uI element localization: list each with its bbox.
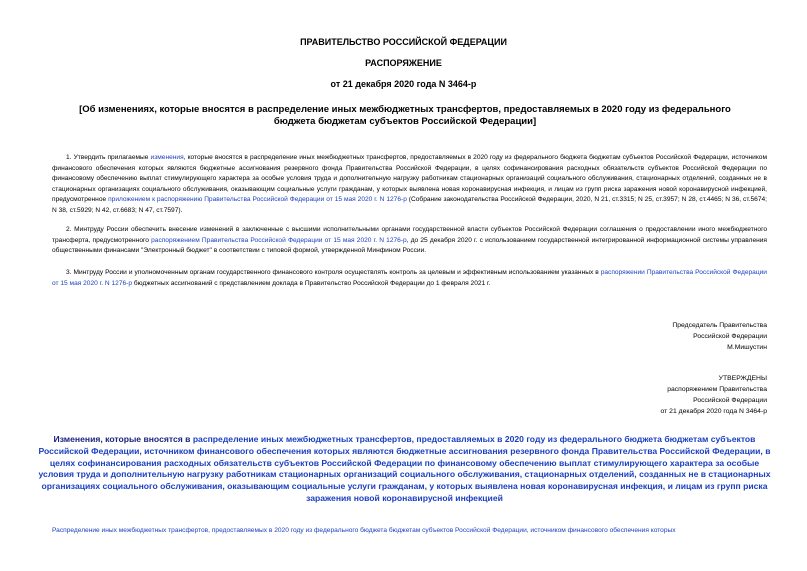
paragraph-1-text-c: (Собрание законодательства Российской Федерации, 2020, N 21, ст.3315; N 25, ст.3957; N 28, ст.4465; N 36, ст.5674; N 38, ст.5929; N 42, ст.6683; N 47, ст.7597). xyxy=(52,196,767,214)
order-1276-link-2[interactable]: распоряжении Правительства Российской Федерации от 15 мая 2020 г. N 1276-р xyxy=(52,269,767,287)
signature-block xyxy=(507,320,767,353)
signature-org: Российской Федерации xyxy=(693,333,767,340)
paragraph-2 xyxy=(52,225,767,257)
order-1276-link[interactable]: распоряжением Правительства Российской Федерации от 15 мая 2020 г. N 1276-р xyxy=(151,236,407,244)
appendix-title xyxy=(32,434,777,505)
paragraph-1 xyxy=(52,153,767,217)
document-heading: [Об изменениях, которые вносятся в распределение иных межбюджетных трансфертов, предоставляемых в 2020 году из федерального бюджета бюджетам субъектов Российской Федерации] xyxy=(79,104,731,127)
approval-line-4: от 21 декабря 2020 года N 3464-р xyxy=(660,408,767,415)
paragraph-2-text-b: , до 25 декабря 2020 г. с использованием государственной интегрированной информационной системы управления общественными финансами "Электронный бюджет" в соответствии с типовой формой, утвержденной Минфином России. xyxy=(52,236,768,255)
changes-link[interactable]: изменения xyxy=(150,154,184,161)
signature-position: Председатель Правительства xyxy=(672,322,767,329)
paragraph-1-text-b: , которые вносятся в распределение иных межбюджетных трансфертов, предоставляемых в 2020 году из федерального бюджета бюджетам субъектов Российской Федерации, источником финансового обеспечения которых являются бюджетные ассигнования резервного фонда Правительства Российской Федерации, в целях софинансирования расходных обязательств субъектов Российской Федерации по финансовому обеспечению выплат стимулирующего характера за особые условия труда и дополнительную нагрузку работникам стационарных организаций социального обслуживания, стационарных отделений, созданных не в стационарных организациях социального обслуживания, оказывающим социальные услуги гражданам, у которых выявлена новая коронавирусная инфекция, и лицам из групп риска заражения новой коронавирусной инфекцией, предусмотренное xyxy=(52,154,767,204)
appendix-distribution-link[interactable]: распределение иных межбюджетных трансфертов, предоставляемых в 2020 году из федерального бюджета бюджетам субъектов Российской Федерации, источником финансового обеспечения которых являются бюджетные ассигнования резервного фонда Правительства Российской Федерации, в целях софинансирования расходных обязательств субъектов Российской Федерации по финансовому обеспечению выплат стимулирующего характера за особые условия труда и дополнительную нагрузку работникам стационарных организаций социального обслуживания, стационарных отделений, созданных не в стационарных организациях социального обслуживания, оказывающим социальные услуги гражданам, у которых выявлена новая коронавирусная инфекция, и лицам из групп риска заражения новой коронавирусной инфекцией xyxy=(38,434,771,503)
approval-block xyxy=(507,373,767,417)
government-title: ПРАВИТЕЛЬСТВО РОССИЙСКОЙ ФЕДЕРАЦИИ xyxy=(300,37,507,47)
paragraph-3-text-a: 3. Минтруду России и уполномоченным органам государственного финансового контроля осуществлять контроль за целевым и эффективным использованием указанных в xyxy=(66,269,601,276)
document-date: от 21 декабря 2020 года N 3464-р xyxy=(330,79,477,89)
approval-line-3: Российской Федерации xyxy=(693,397,767,404)
approval-line-2: распоряжением Правительства xyxy=(667,386,767,393)
annex-order-1276-link[interactable]: приложением к распоряжению Правительства Российской Федерации от 15 мая 2020 г. N 1276-р xyxy=(108,196,407,204)
paragraph-2-text-a: 2. Минтруду России обеспечить внесение изменений в заключенные с высшими исполнительными органами государственной власти субъектов Российской Федерации соглашения о предоставлении иного межбюджетного трансферта, предусмотренного xyxy=(52,226,767,244)
paragraph-1-text-a: 1. Утвердить прилагаемые xyxy=(66,154,151,161)
signature-name: М.Мишустин xyxy=(727,344,767,351)
appendix-title-text: Изменения, которые вносятся в xyxy=(53,434,193,444)
document-type: РАСПОРЯЖЕНИЕ xyxy=(365,58,442,68)
paragraph-3-text-b: бюджетных ассигнований с представлением доклада в Правительство Российской Федерации до 1 февраля 2021 г. xyxy=(132,279,491,287)
paragraph-3 xyxy=(52,268,767,289)
approval-title: УТВЕРЖДЕНЫ xyxy=(718,375,767,382)
appendix-paragraph: Распределение иных межбюджетных трансфертов, предоставляемых в 2020 году из федерального бюджета бюджетам субъектов Российской Федерации, источником финансового обеспечения которых xyxy=(52,527,676,534)
